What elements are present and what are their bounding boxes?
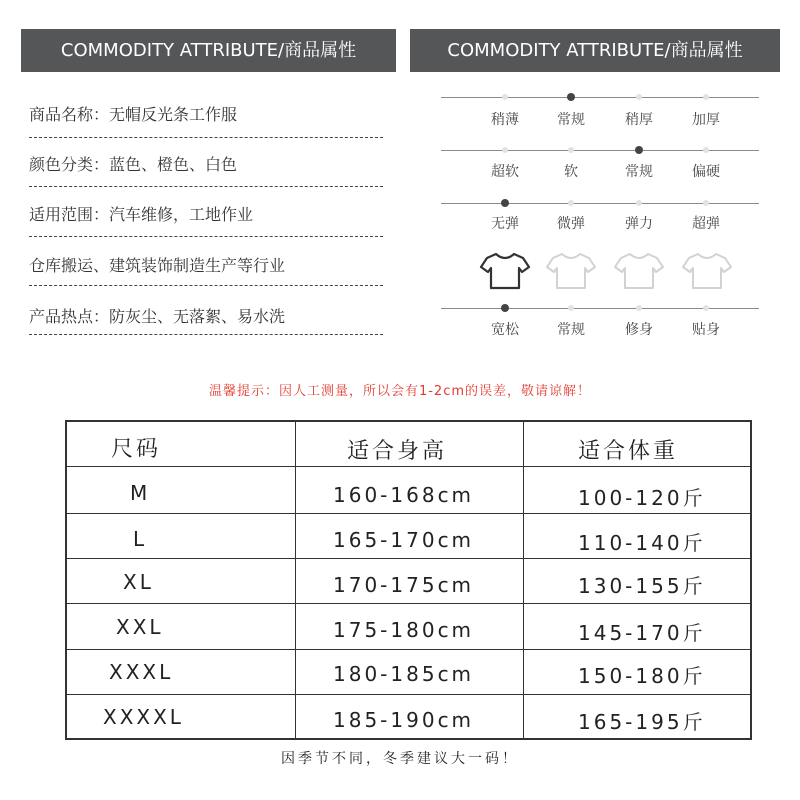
table-divider (523, 422, 524, 738)
scale-label: 修身 (625, 322, 653, 338)
scale-label: 软 (564, 164, 578, 180)
scale-dot (636, 305, 642, 311)
measurement-notice: 温馨提示：因人工测量，所以会有1-2cm的误差，敬请谅解！ (208, 384, 592, 399)
attribute-item: 颜色分类：蓝色、橙色、白色 (29, 155, 238, 174)
table-divider (67, 466, 750, 467)
table-cell: 130-155斤 (578, 574, 706, 598)
scale-label: 常规 (557, 322, 585, 338)
divider (29, 236, 383, 237)
attribute-item: 产品热点：防灰尘、无落絮、易水洗 (29, 307, 286, 326)
scale-label: 贴身 (692, 322, 720, 338)
table-cell: 165-170cm (333, 528, 475, 552)
scale-dot (568, 305, 574, 311)
table-cell: M (130, 481, 151, 505)
scale-label: 超弹 (692, 216, 720, 232)
scale-line (441, 308, 759, 309)
table-divider (67, 649, 750, 650)
attribute-item: 商品名称：无帽反光条工作服 (29, 105, 238, 124)
scale-dot (502, 94, 508, 100)
table-divider (67, 603, 750, 604)
table-header: 适合体重 (578, 439, 679, 464)
header-right: COMMODITY ATTRIBUTE/商品属性 (410, 29, 780, 72)
table-cell: 180-185cm (333, 662, 475, 686)
tshirt-icon (545, 251, 597, 291)
table-cell: 165-195斤 (578, 710, 706, 734)
scale-label: 超软 (491, 164, 519, 180)
table-cell: 150-180斤 (578, 664, 706, 688)
attribute-item: 仓库搬运、建筑装饰制造生产等行业 (29, 256, 286, 275)
table-header: 适合身高 (347, 439, 448, 464)
scale-line (441, 97, 759, 98)
scale-dot (703, 305, 709, 311)
scale-dot (636, 94, 642, 100)
scale-dot (703, 147, 709, 153)
scale-label: 微弹 (557, 216, 585, 232)
scale-line (441, 150, 759, 151)
table-cell: 185-190cm (333, 708, 475, 732)
scale-dot (568, 147, 574, 153)
scale-dot-selected (501, 304, 509, 312)
scale-dot (636, 200, 642, 206)
scale-label: 常规 (625, 164, 653, 180)
footer-note: 因季节不同，冬季建议大一码！ (281, 751, 519, 767)
scale-label: 稍薄 (491, 112, 519, 128)
scale-label: 宽松 (491, 322, 519, 338)
scale-dot (703, 200, 709, 206)
table-header: 尺码 (111, 437, 162, 462)
scale-dot (568, 200, 574, 206)
scale-label: 偏硬 (692, 164, 720, 180)
table-divider (67, 694, 750, 695)
attribute-item: 适用范围：汽车维修，工地作业 (29, 205, 254, 224)
table-cell: 100-120斤 (578, 486, 706, 510)
scale-label: 无弹 (491, 216, 519, 232)
scale-dot (703, 94, 709, 100)
tshirt-icon (613, 251, 665, 291)
scale-dot-selected (567, 93, 575, 101)
table-cell: XL (123, 570, 154, 594)
tshirt-icon (681, 251, 733, 291)
table-cell: L (133, 527, 148, 551)
table-cell: 110-140斤 (578, 531, 706, 555)
scale-label: 弹力 (625, 216, 653, 232)
table-cell: 145-170斤 (578, 621, 706, 645)
table-cell: 160-168cm (333, 483, 475, 507)
tshirt-icon (479, 251, 531, 291)
header-left: COMMODITY ATTRIBUTE/商品属性 (21, 29, 396, 72)
table-cell: XXXXL (103, 705, 184, 729)
table-divider (67, 558, 750, 559)
divider (29, 186, 383, 187)
scale-label: 稍厚 (625, 112, 653, 128)
table-cell: 175-180cm (333, 618, 475, 642)
table-divider (295, 422, 296, 738)
divider (29, 285, 383, 286)
table-cell: XXXL (109, 660, 174, 684)
scale-dot (502, 147, 508, 153)
divider (29, 137, 383, 138)
table-cell: 170-175cm (333, 573, 475, 597)
size-table (65, 420, 752, 740)
table-cell: XXL (116, 615, 164, 639)
scale-line (441, 203, 759, 204)
scale-label: 加厚 (692, 112, 720, 128)
scale-label: 常规 (557, 112, 585, 128)
scale-dot-selected (501, 199, 509, 207)
table-divider (67, 513, 750, 514)
scale-dot-selected (635, 146, 643, 154)
divider (29, 334, 383, 335)
